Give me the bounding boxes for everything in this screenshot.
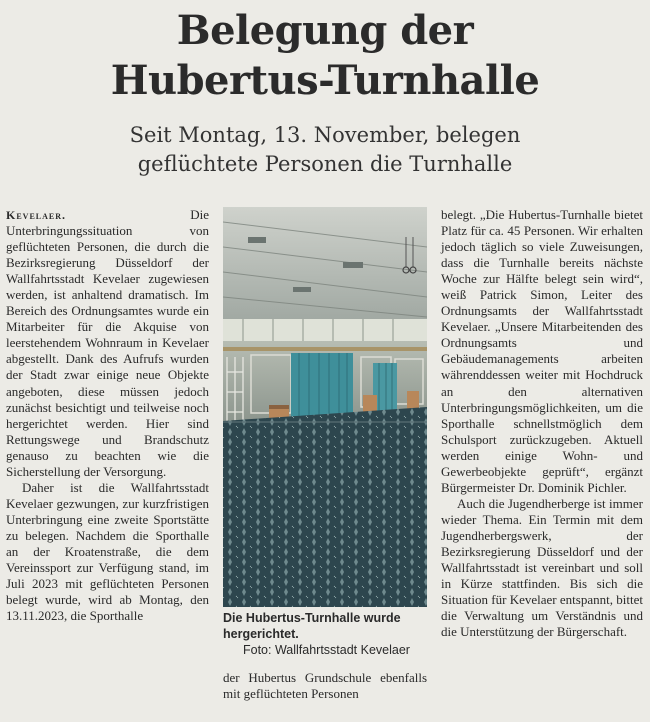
paragraph-1 <box>6 207 209 480</box>
gym-photo <box>223 207 427 607</box>
article-column-1 <box>6 207 209 624</box>
subheadline-line-1: Seit Montag, 13. November, belegen <box>129 123 521 147</box>
paragraph-4: Auch die Jugendherberge ist immer wieder Thema. Ein Termin mit dem Jugendherbergswerk, der Bezirksregierung Düsseldorf und der Wallfahrtsstadt ist vereinbart und soll in Kürze stattfinden. Bis sich die Situation für Kevelaer entspannt, bittet die Verwaltung um Verständnis und die Unterstützung der Bürgerschaft. <box>441 495 643 640</box>
gym-photo-illustration <box>223 207 427 607</box>
article-column-2-continuation: der Hubertus Grundschule ebenfalls mit geflüchteten Personen <box>223 670 427 701</box>
subheadline-line-2: geflüchtete Personen die Turnhalle <box>137 152 513 176</box>
article-column-3 <box>441 207 643 640</box>
photo-credit: Foto: Wallfahrtsstadt Kevelaer <box>243 643 410 657</box>
dateline: Kevelaer. <box>6 208 67 222</box>
caption-text: Die Hubertus-Turnhalle wurde hergerichtet. <box>223 611 401 641</box>
subheadline <box>0 121 650 179</box>
paragraph-2: Daher ist die Wallfahrtsstadt Kevelaer gezwungen, zur kurzfristigen Unterbringung eine zweite Sportstätte zu belegen. Nachdem die Sporthalle an der Kroatenstraße, die dem Vereinssport zur Verfügung stand, im Juli 2023 mit geflüchteten Personen belegt wurde, wird ab Montag, den 13.11.2023, die Sporthalle <box>6 479 209 624</box>
headline <box>0 6 650 106</box>
paragraph-3: belegt. „Die Hubertus-Turnhalle bietet Platz für ca. 45 Personen. Wir erhalten jedoch täglich so viele Zuweisungen, dass die Turnhalle bereits nächste Woche zur Hälfte belegt sein wird“, weiß Patrick Simon, Leiter des Ordnungsamts der Wallfahrtsstadt Kevelaer. „Unsere Mitarbeitenden des Ordnungsamts und Gebäudemanagements arbeiten währenddessen weiter mit Hochdruck an den alternativen Unterbringungsmöglichkeiten, um die Sporthalle schnellstmöglich dem Schulsport zurückzugeben. Aktuell werden einige Wohn- und Gewerbeobjekte geprüft“, ergänzt Bürgermeister Dr. Dominik Pichler. <box>441 207 643 495</box>
headline-line-1: Belegung der <box>176 7 474 54</box>
photo-caption <box>223 610 433 658</box>
headline-line-2: Hubertus-Turnhalle <box>110 57 540 104</box>
paragraph-1-text: Die Unterbringungssituation von geflüchteten Personen, die durch die Bezirksregierung Düsseldorf der Wallfahrtsstadt Kevelaer zugewiesen werden, ist anhaltend dramatisch. Im Bereich des Ordnungsamtes wurde ein Mitarbeiter für die Akquise von leerstehendem Wohnraum in Kevelaer abgestellt. Dank des Aufrufs wurden der Stadt zwar einige neue Objekte angeboten, diese müssen jedoch zunächst besichtigt und teilweise noch hergerichtet werden. Hier sind Rettungswege und Brandschutz genauso zu beachten wie die Sicherstellung der Versorgung. <box>6 207 209 479</box>
